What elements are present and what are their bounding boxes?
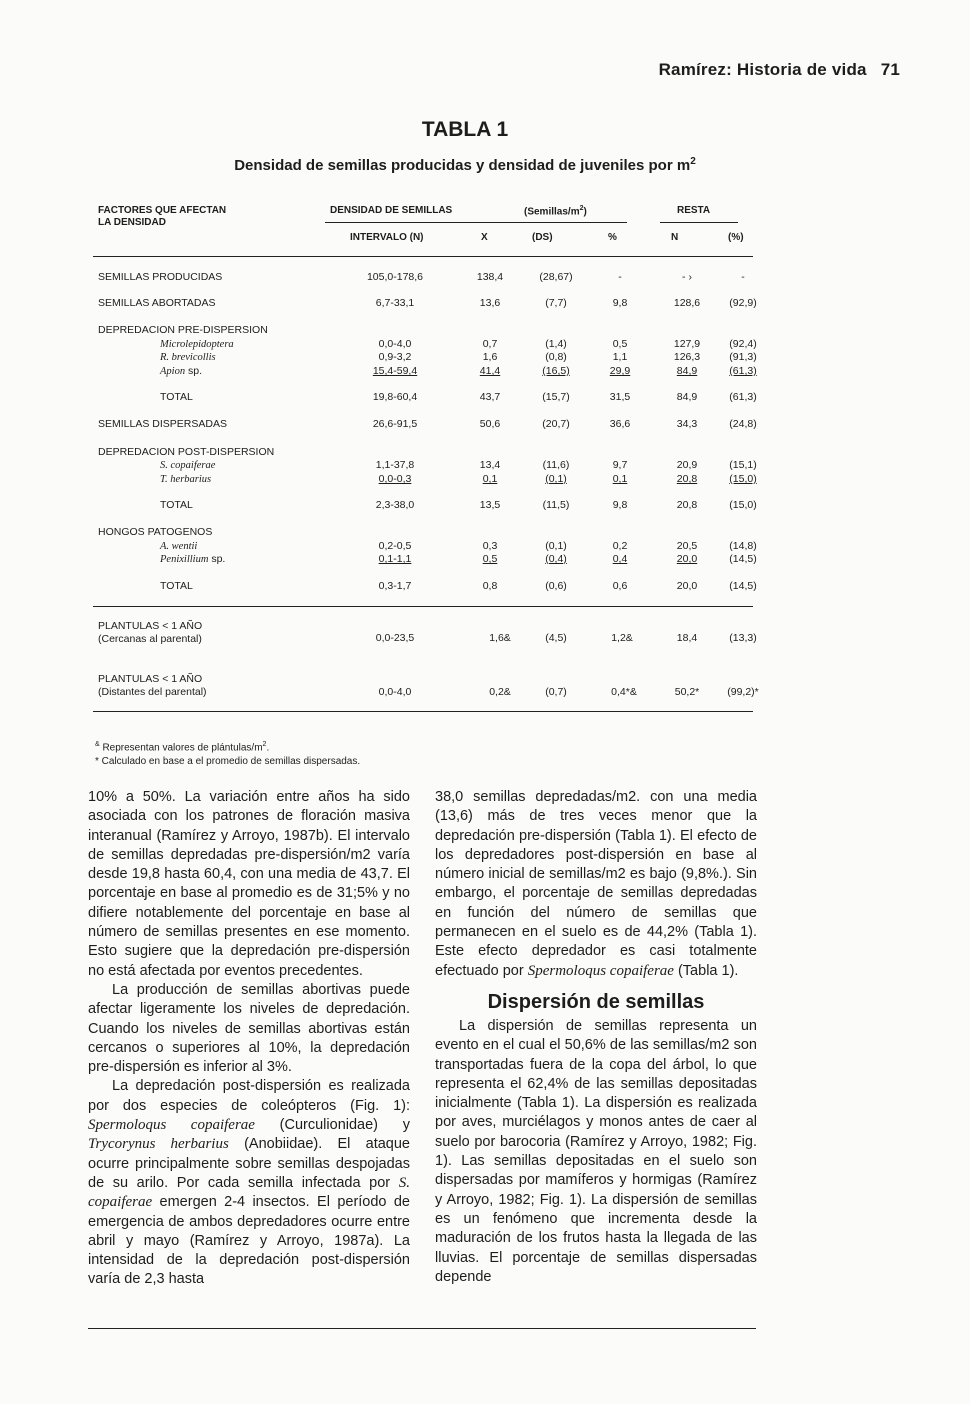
header-npct: (%)	[728, 232, 744, 243]
header-units-sup: 2	[579, 205, 584, 212]
cell-x-value: 0,1	[482, 473, 498, 485]
cell-ds-value: (0,1)	[545, 473, 567, 485]
cell-ds: (20,7)	[542, 418, 570, 430]
row-label-sp: sp.	[185, 365, 203, 377]
cell-npct: (14,5)	[729, 553, 757, 565]
cell-pct	[602, 365, 638, 378]
group-label: HONGOS PATOGENOS	[98, 526, 213, 538]
cell-n	[664, 365, 710, 378]
cell-pct-value: 29,9	[609, 365, 631, 377]
table-subtitle-text: Densidad de semillas producidas y densidad de juveniles por m	[234, 157, 691, 174]
row-label: TOTAL	[160, 580, 193, 592]
cell-x: 0,3	[482, 540, 498, 552]
cell-x: 0,7	[482, 338, 498, 350]
cell-ds: (0,7)	[545, 686, 567, 698]
row-label	[98, 673, 207, 699]
row-label-line1: PLANTULAS < 1 AÑO	[98, 620, 203, 632]
cell-n-value: 84,9	[676, 365, 698, 377]
header-rule-resta	[660, 222, 738, 223]
page-number: 71	[880, 60, 900, 79]
header-pct: %	[608, 232, 617, 243]
cell-ds: (28,67)	[539, 271, 573, 283]
row-label-line2: (Cercanas al parental)	[98, 633, 202, 645]
cell-pct: 31,5	[609, 391, 631, 403]
footnote-1	[95, 738, 360, 755]
cell-npct: (61,3)	[729, 391, 757, 403]
cell-pct: 36,6	[609, 418, 631, 430]
page-bottom-rule	[88, 1328, 756, 1329]
cell-pct: 9,7	[612, 459, 628, 471]
text-run: (Tabla 1).	[673, 962, 739, 979]
cell-npct: (92,9)	[729, 297, 757, 309]
footnote-2: * Calculado en base a el promedio de semillas dispersadas.	[95, 756, 361, 768]
row-label-genus: Penixillium	[160, 554, 209, 565]
left-column	[88, 788, 410, 1290]
species-name: Spermoloqus copaiferae	[88, 1117, 255, 1134]
cell-n: 20,5	[676, 540, 698, 552]
group-label: DEPREDACION POST-DISPERSION	[98, 446, 275, 458]
cell-n: - ›	[682, 271, 692, 283]
cell-intervalo	[355, 553, 435, 566]
cell-ds	[526, 553, 586, 566]
cell-intervalo: 1,1-37,8	[375, 459, 415, 471]
cell-npct: (92,4)	[729, 338, 757, 350]
row-label-line2: (Distantes del parental)	[98, 686, 207, 698]
cell-pct: 0,2	[612, 540, 628, 552]
cell-x: 1,6	[482, 351, 498, 363]
cell-npct: (15,0)	[729, 499, 757, 511]
cell-n-value: 20,0	[676, 553, 698, 565]
footnote-1-text: Representan valores de plántulas/m	[99, 742, 263, 754]
cell-n: 34,3	[676, 418, 698, 430]
cell-ds: (0,1)	[545, 540, 567, 552]
cell-pct: 0,6	[612, 580, 628, 592]
text-run: 38,0 semillas depredadas/m2. con una media (13,6) más de tres veces menor que la depredación pre-dispersión (Tabla 1). El efecto de los depredadores post-dispersión en base al número inicial de semillas/m2 es bajo (9,8%.). Sin embargo, el porcentaje de semillas depredadas en función del número de semillas que permanecen en el suelo es de 44,2% (Tabla 1). Este efecto depredador es casi totalmente efectuado por	[435, 789, 757, 979]
cell-npct-value: (15,0)	[729, 473, 757, 485]
cell-npct: (91,3)	[729, 351, 757, 363]
cell-intervalo-value: 15,4-59,4	[372, 365, 418, 377]
cell-pct: 9,8	[612, 499, 628, 511]
cell-n: 18,4	[676, 632, 698, 644]
cell-n: 128,6	[673, 297, 701, 309]
row-label: SEMILLAS ABORTADAS	[98, 297, 216, 309]
row-label: TOTAL	[160, 499, 193, 511]
row-label: SEMILLAS PRODUCIDAS	[98, 271, 223, 283]
cell-x: 0,2&	[489, 686, 511, 698]
text-run: emergen 2-4 insectos. El período de emergencia de ambos depredadores ocurre entre abril y mayo (Ramírez y Arroyo, 1987a). La intensidad de la depredación post-dispersión varía de 2,3 hasta	[88, 1194, 410, 1288]
cell-intervalo: 0,9-3,2	[378, 351, 412, 363]
running-head	[659, 60, 900, 80]
cell-n: 84,9	[676, 391, 698, 403]
header-factors-line1: FACTORES QUE AFECTAN	[98, 205, 227, 216]
cell-x	[470, 473, 510, 486]
row-label-genus: Apion	[160, 366, 186, 377]
cell-n: 50,2*	[674, 686, 700, 698]
table-subtitle-sup: 2	[690, 156, 696, 167]
footnote-1-end: .	[266, 742, 270, 754]
cell-ds: (15,7)	[542, 391, 570, 403]
cell-npct: (99,2)*	[727, 686, 759, 698]
cell-pct	[602, 473, 638, 486]
cell-pct: 9,8	[612, 297, 628, 309]
cell-ds: (7,7)	[545, 297, 567, 309]
cell-ds: (0,8)	[545, 351, 567, 363]
cell-pct: 0,4*&	[611, 686, 637, 698]
cell-npct-value: (61,3)	[729, 365, 757, 377]
cell-pct	[602, 553, 638, 566]
species-name: Trycorynus herbarius	[88, 1136, 229, 1153]
cell-n-value: 20,8	[676, 473, 698, 485]
cell-intervalo: 0,0-23,5	[375, 632, 415, 644]
cell-n	[664, 473, 710, 486]
header-x: X	[481, 232, 488, 243]
cell-ds: (4,5)	[545, 632, 567, 644]
row-label	[160, 553, 225, 566]
row-label	[160, 365, 202, 378]
section-heading: Dispersión de semillas	[487, 990, 705, 1013]
row-label: Microlepidoptera	[160, 339, 234, 350]
row-label: SEMILLAS DISPERSADAS	[98, 418, 227, 430]
cell-npct: (14,5)	[729, 580, 757, 592]
cell-npct: (24,8)	[729, 418, 757, 430]
header-densidad: DENSIDAD DE SEMILLAS	[330, 205, 453, 216]
paragraph: 10% a 50%. La variación entre años ha sido asociada con los patrones de floración masiva interanual (Ramírez y Arroyo, 1987b). El intervalo de semillas depredadas pre-dispersión/m2 varía desde 19,8 hasta 60,4, con una media de 43,7. El porcentaje en base al promedio es de 31;5% y no difiere notablemente del porcentaje en base al número de semillas presentes en ese momento. Esto sugiere que la depredación pre-dispersión no está afectada por eventos precedentes.	[88, 789, 410, 979]
header-intervalo: INTERVALO (N)	[350, 232, 424, 243]
cell-x-value: 0,5	[482, 553, 498, 565]
table-subtitle	[0, 156, 930, 174]
cell-n	[664, 553, 710, 566]
cell-pct: 1,1	[612, 351, 628, 363]
table-rule-top	[93, 256, 753, 257]
table-rule-bottom	[93, 711, 753, 712]
row-label: TOTAL	[160, 391, 193, 403]
header-n: N	[671, 232, 679, 243]
cell-intervalo: 26,6-91,5	[372, 418, 418, 430]
cell-npct: -	[741, 271, 745, 283]
cell-npct	[718, 473, 768, 486]
cell-x: 13,4	[479, 459, 501, 471]
cell-npct: (13,3)	[729, 632, 757, 644]
header-factors-line2: LA DENSIDAD	[98, 217, 166, 228]
cell-pct: 0,5	[612, 338, 628, 350]
row-label: T. herbarius	[160, 474, 212, 485]
row-label	[98, 620, 202, 646]
cell-x	[470, 365, 510, 378]
cell-intervalo	[355, 365, 435, 378]
cell-x-value: 41,4	[479, 365, 501, 377]
table-footnotes	[95, 738, 360, 769]
cell-intervalo: 105,0-178,6	[366, 271, 424, 283]
cell-intervalo	[355, 473, 435, 486]
cell-x: 0,8	[482, 580, 498, 592]
cell-intervalo: 0,0-4,0	[378, 338, 412, 350]
cell-intervalo-value: 0,0-0,3	[378, 473, 412, 485]
text-run: La depredación post-dispersión es realizada por dos especies de coleópteros (Fig. 1):	[88, 1078, 410, 1114]
cell-pct-value: 0,4	[612, 553, 628, 565]
header-units-close: )	[583, 206, 587, 218]
header-units	[524, 203, 587, 218]
row-label-sp: sp.	[208, 553, 226, 565]
running-head-title: Ramírez: Historia de vida	[658, 60, 867, 79]
row-label-line1: PLANTULAS < 1 AÑO	[98, 673, 203, 685]
paragraph: La producción de semillas abortivas puede afectar ligeramente los niveles de depredación. Cuando los niveles de semillas abortivas están cercanos o superiores al 10%, la depredación pre-dispersión es inferior al 3%.	[88, 981, 410, 1076]
cell-intervalo: 0,2-0,5	[378, 540, 412, 552]
table-title: TABLA 1	[421, 118, 509, 141]
cell-pct-value: 0,1	[612, 473, 628, 485]
header-factors	[98, 205, 226, 229]
text-run: (Curculionidae) y	[254, 1117, 410, 1134]
footnote-1-sup: 2	[262, 741, 267, 748]
species-name: S. copaiferae	[88, 1174, 410, 1211]
cell-n: 127,9	[673, 338, 701, 350]
paragraph	[88, 1077, 410, 1289]
cell-ds-value: (16,5)	[542, 365, 570, 377]
cell-x: 13,5	[479, 499, 501, 511]
cell-n: 20,8	[676, 499, 698, 511]
row-label: S. copaiferae	[160, 460, 216, 471]
text-run: (Anobiidae). El ataque ocurre principalmente sobre semillas despojadas de su arilo. Por cada semilla infectada por	[88, 1136, 410, 1191]
cell-ds	[526, 473, 586, 486]
cell-npct: (14,8)	[729, 540, 757, 552]
cell-n: 20,0	[676, 580, 698, 592]
cell-x	[470, 553, 510, 566]
cell-x: 1,6&	[489, 632, 511, 644]
row-label: R. brevicollis	[160, 352, 216, 363]
header-ds: (DS)	[532, 232, 553, 243]
cell-intervalo: 19,8-60,4	[372, 391, 418, 403]
cell-ds: (0,6)	[545, 580, 567, 592]
species-name: Spermoloqus copaiferae	[527, 962, 674, 979]
cell-pct: 1,2&	[611, 632, 633, 644]
cell-npct	[718, 365, 768, 378]
right-column	[435, 788, 757, 1287]
cell-intervalo: 6,7-33,1	[375, 297, 415, 309]
cell-ds: (11,6)	[542, 459, 570, 471]
footnote-1-mark: &	[95, 741, 100, 748]
cell-ds	[526, 365, 586, 378]
cell-x: 138,4	[476, 271, 504, 283]
paragraph	[435, 788, 757, 981]
cell-ds: (11,5)	[542, 499, 570, 511]
cell-intervalo: 0,3-1,7	[378, 580, 412, 592]
cell-pct: -	[618, 271, 622, 283]
header-rule-densidad	[325, 222, 627, 223]
cell-x: 50,6	[479, 418, 501, 430]
paragraph: La dispersión de semillas representa un evento en el cual el 50,6% de las semillas/m2 son transportadas fuera de la copa del árbol, lo que representa el 62,4% de las semillas depositadas inicialmente (Tabla 1). La dispersión es realizada por aves, murciélagos y monos antes de caer al suelo por barocoria (Ramírez y Arroyo, 1982; Fig. 1). Las semillas depositadas en el suelo son dispersadas por mamíferos y hormigas (Ramírez y Arroyo, 1982; Fig. 1). La dispersión de semillas es un fenómeno que incrementa desde la maduración de los frutos hasta la llegada de las lluvias. El porcentaje de semillas dispersadas depende	[435, 1017, 757, 1285]
row-label: A. wentii	[160, 541, 198, 552]
table-rule-middle	[93, 606, 753, 607]
cell-n: 20,9	[676, 459, 698, 471]
group-label: DEPREDACION PRE-DISPERSION	[98, 324, 268, 336]
header-units-text: (Semillas/m	[524, 206, 580, 218]
cell-x: 13,6	[479, 297, 501, 309]
cell-n: 126,3	[673, 351, 701, 363]
cell-intervalo: 2,3-38,0	[375, 499, 415, 511]
cell-ds: (1,4)	[545, 338, 567, 350]
cell-intervalo-value: 0,1-1,1	[378, 553, 412, 565]
cell-npct: (15,1)	[729, 459, 757, 471]
cell-x: 43,7	[479, 391, 501, 403]
cell-ds-value: (0,4)	[545, 553, 567, 565]
header-resta: RESTA	[677, 205, 711, 216]
cell-intervalo: 0,0-4,0	[378, 686, 412, 698]
